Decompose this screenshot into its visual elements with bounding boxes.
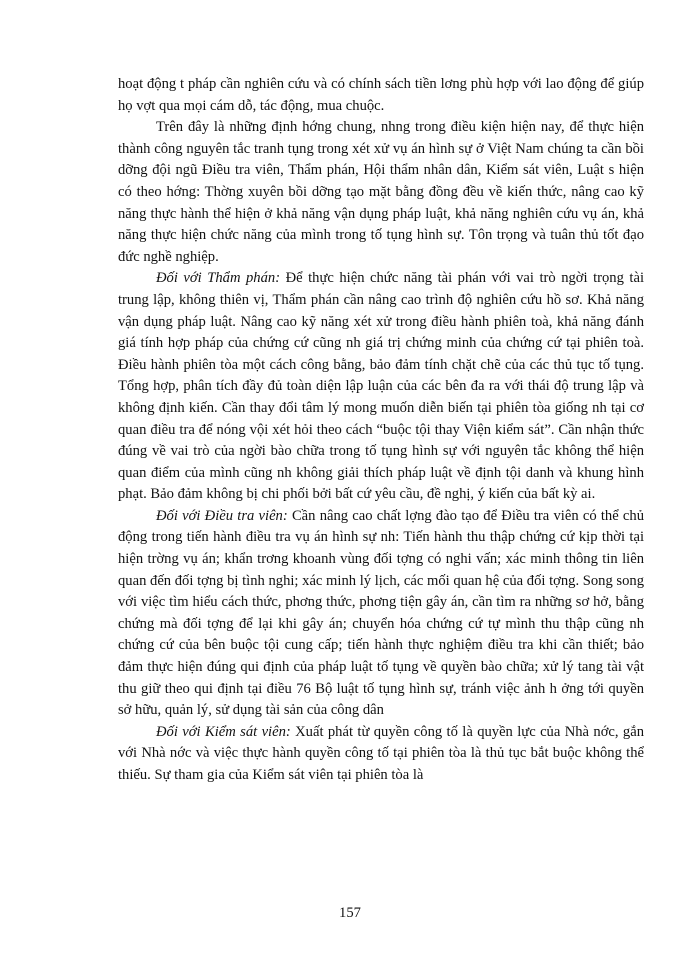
paragraph-investigators (118, 506, 644, 722)
paragraph-prosecutors (118, 722, 644, 787)
paragraph-text: Xuất phát từ quyền công tố là quyền lực của Nhà nớc, gắn với Nhà nớc và việc thực hành quyền công tố tại phiên tòa là thủ tục bắt buộc không thể thiếu. Sự tham gia của Kiểm sát viên tại phiên tòa là (118, 723, 644, 783)
paragraph-lead: Đối với Kiểm sát viên: (156, 723, 291, 740)
paragraph-text: Để thực hiện chức năng tài phán với vai trò ngời trọng tài trung lập, không thiên vị, Thẩm phán cần nâng cao trình độ nghiên cứu hồ sơ. Khả năng vận dụng pháp luật. Nâng cao kỹ năng xét xử trong điều hành phiên toà, khả năng đánh giá tính hợp pháp của chứng cứ cũng nh giá trị chứng minh của chứng cứ tại phiên toà. Điều hành phiên tòa một cách công bằng, bảo đảm tính chặt chẽ của các thủ tục tố tụng. Tổng hợp, phân tích đầy đủ toàn diện lập luận của các bên đa ra với thái độ trung lập và không định kiến. Cần thay đổi tâm lý mong muốn diễn biến tại phiên tòa giống nh tại cơ quan điều tra để nóng vội xét hỏi theo cách “buộc tội thay Viện kiểm sát”. Cần nhận thức đúng về vai trò của ngời bào chữa trong tố tụng hình sự với nguyên tắc không thể hiện quan điểm của mình cũng nh không giải thích pháp luật về định tội danh và khung hình phạt. Bảo đảm không bị chi phối bởi bất cứ yêu cầu, đề nghị, ý kiến của bất kỳ ai. (118, 270, 644, 503)
paragraph-general-orientation (118, 117, 644, 268)
paragraph-lead: Đối với Điều tra viên: (156, 507, 288, 524)
paragraph-judges (118, 268, 644, 506)
paragraph-lead: Đối với Thẩm phán: (156, 270, 281, 287)
paragraph-continuation (118, 74, 644, 117)
page-number: 157 (339, 905, 361, 921)
body-text (118, 74, 644, 787)
paragraph-text: hoạt động t pháp cần nghiên cứu và có chính sách tiền lơng phù hợp với lao động để giúp họ vợt qua mọi cám dỗ, tác động, mua chuộc. (118, 76, 644, 114)
paragraph-text: Cần nâng cao chất lợng đào tạo để Điều tra viên có thể chủ động trong tiến hành điều tra vụ án hình sự nh: Tiến hành thu thập chứng cứ kịp thời tại hiện trờng vụ án; khẩn trơng khoanh vùng đối tợng có nghi vấn; xác minh thông tin liên quan đến đối tợng bị tình nghi; xác minh lý lịch, các mối quan hệ của đối tợng. Song song với việc tìm hiểu cách thức, phơng thức, phơng tiện gây án, cần tìm ra những sơ hở, bằng chứng mà đối tợng để lại khi gây án; chuyển hóa chứng cứ tự mình thu thập cũng nh chứng cứ của bên buộc tội cung cấp; tiến hành thực nghiệm điều tra khi cần thiết; bảo đảm thực hiện đúng qui định của pháp luật tố tụng về quyền bào chữa; xử lý tang tài vật thu giữ theo qui định tại điều 76 Bộ luật tố tụng hình sự, tránh việc ảnh h ởng tới quyền sở hữu, quản lý, sử dụng tài sản của công dân (118, 507, 644, 719)
paragraph-text: Trên đây là những định hớng chung, nhng trong điều kiện hiện nay, để thực hiện thành công nguyên tắc tranh tụng trong xét xử vụ án hình sự ở Việt Nam chúng ta cần bồi dỡng đội ngũ Điều tra viên, Thẩm phán, Hội thẩm nhân dân, Kiểm sát viên, Luật s hiện có theo hớng: Thờng xuyên bồi dỡng tạo mặt bằng đồng đều về kiến thức, nâng cao kỹ năng thực hành thể hiện ở khả năng vận dụng pháp luật, khả năng nghiên cứu vụ án, khả năng thực hiện chức năng của mình trong tố tụng hình sự. Tôn trọng và tuân thủ tốt đạo đức nghề nghiệp. (118, 119, 644, 265)
